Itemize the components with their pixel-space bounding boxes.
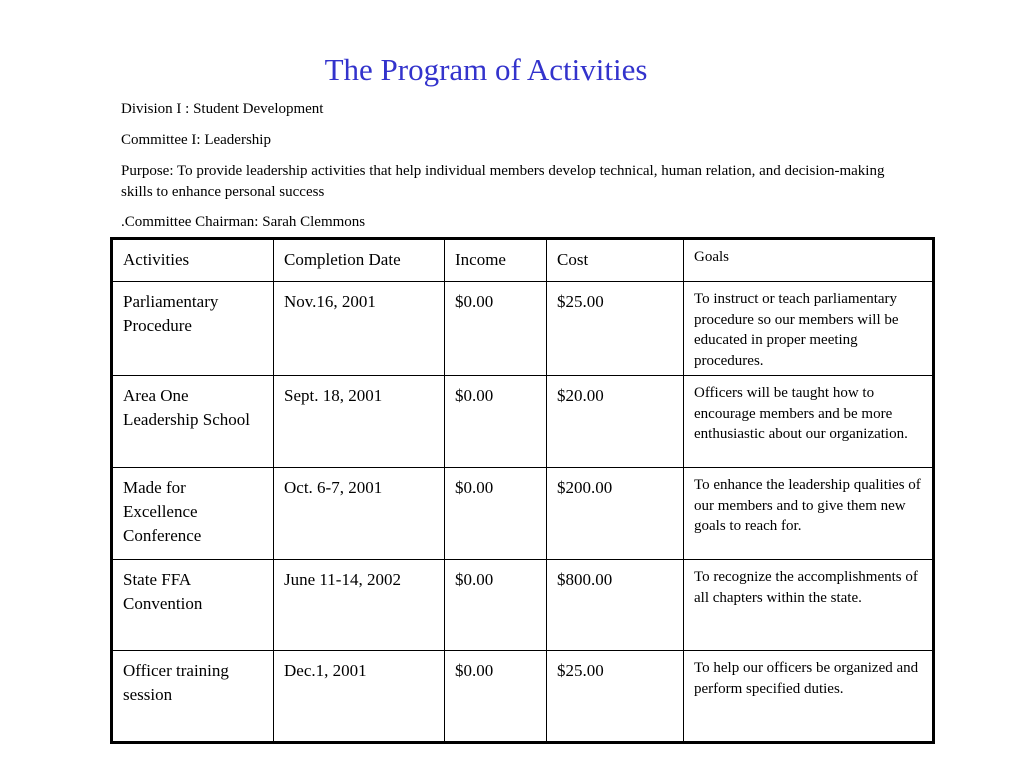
cell-goal: Officers will be taught how to encourage members and be more enthusiastic about our organization. (684, 376, 934, 468)
cell-completion-date: Oct. 6-7, 2001 (274, 468, 445, 560)
table-row (112, 282, 934, 376)
header-completion-date: Completion Date (274, 239, 445, 282)
table-row (112, 468, 934, 560)
table-row (112, 651, 934, 743)
cell-cost: $20.00 (547, 376, 684, 468)
cell-completion-date: June 11-14, 2002 (274, 560, 445, 651)
cell-activity: State FFA Convention (112, 560, 274, 651)
cell-goal: To instruct or teach parliamentary procedure so our members will be educated in proper meeting procedures. (684, 282, 934, 376)
cell-activity: Officer training session (112, 651, 274, 743)
cell-goal: To recognize the accomplishments of all chapters within the state. (684, 560, 934, 651)
cell-cost: $25.00 (547, 651, 684, 743)
cell-completion-date: Sept. 18, 2001 (274, 376, 445, 468)
page-title: The Program of Activities (324, 52, 648, 87)
purpose-line: Purpose: To provide leadership activities that help individual members develop technical, human relation, and decision-making skills to enhance personal success (121, 163, 885, 200)
cell-activity: Made for Excellence Conference (112, 468, 274, 560)
cell-goal: To help our officers be organized and perform specified duties. (684, 651, 934, 743)
chairman-line: .Committee Chairman: Sarah Clemmons (121, 214, 366, 230)
cell-cost: $800.00 (547, 560, 684, 651)
cell-income: $0.00 (445, 651, 547, 743)
cell-goal: To enhance the leadership qualities of our members and to give them new goals to reach for. (684, 468, 934, 560)
cell-activity: Area One Leadership School (112, 376, 274, 468)
committee-line: Committee I: Leadership (121, 132, 271, 148)
cell-cost: $25.00 (547, 282, 684, 376)
header-goals: Goals (684, 239, 934, 282)
header-income: Income (445, 239, 547, 282)
cell-income: $0.00 (445, 468, 547, 560)
header-activities: Activities (112, 239, 274, 282)
table-header-row (112, 239, 934, 282)
activities-table (110, 237, 935, 744)
cell-cost: $200.00 (547, 468, 684, 560)
cell-activity: Parliamentary Procedure (112, 282, 274, 376)
cell-completion-date: Dec.1, 2001 (274, 651, 445, 743)
division-line: Division I : Student Development (121, 101, 324, 117)
table-row (112, 376, 934, 468)
cell-income: $0.00 (445, 282, 547, 376)
cell-completion-date: Nov.16, 2001 (274, 282, 445, 376)
cell-income: $0.00 (445, 560, 547, 651)
cell-income: $0.00 (445, 376, 547, 468)
table-row (112, 560, 934, 651)
header-cost: Cost (547, 239, 684, 282)
